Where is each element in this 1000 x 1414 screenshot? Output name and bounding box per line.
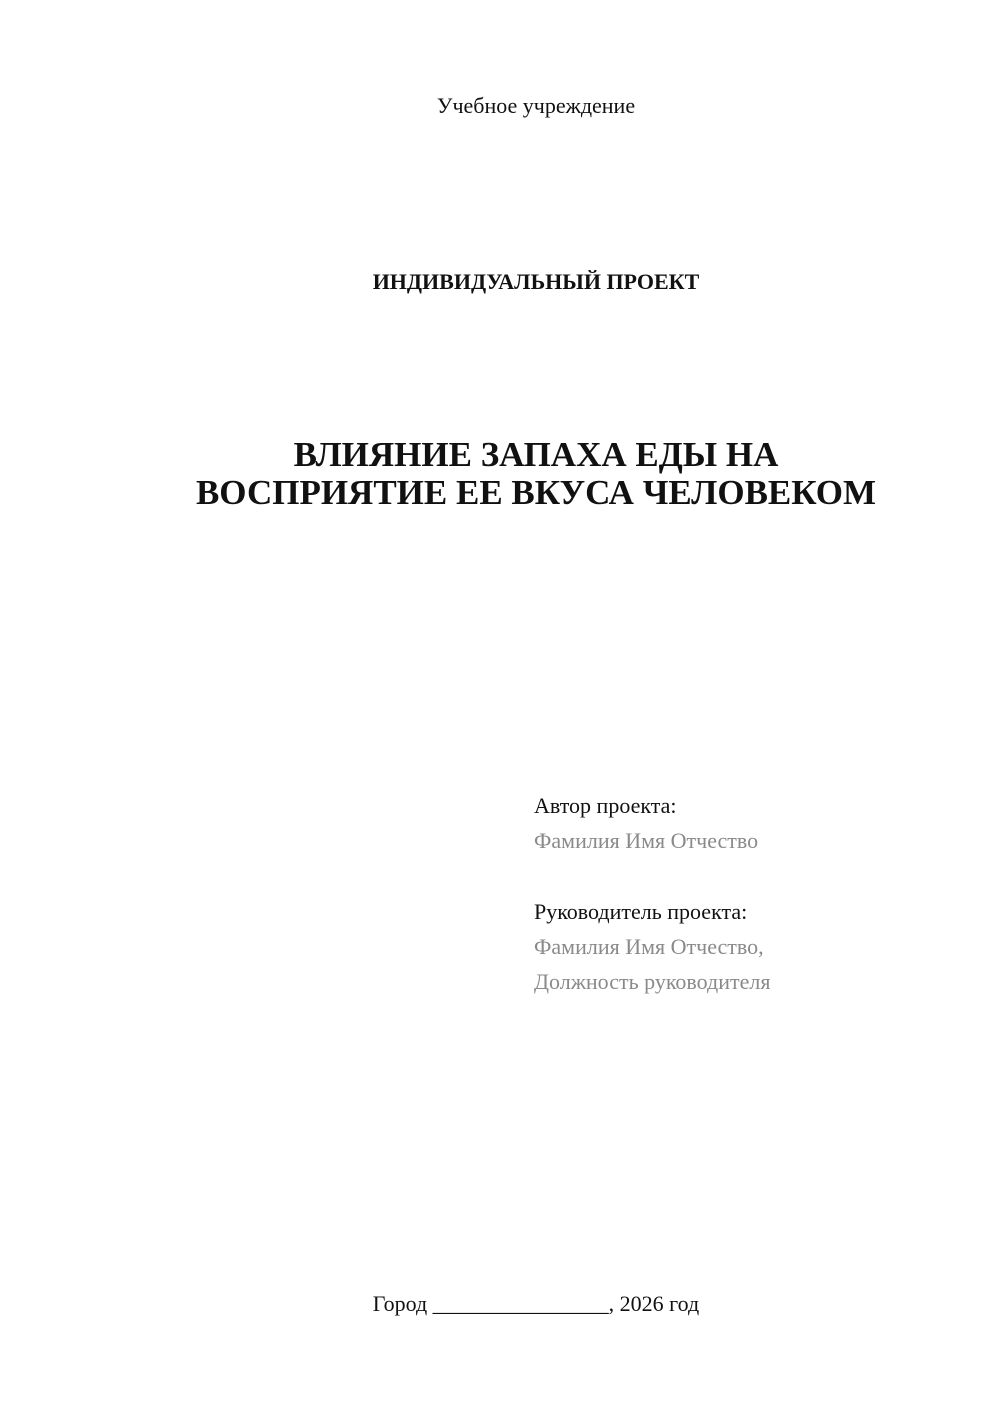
project-title bbox=[0, 436, 1000, 512]
author-name: Фамилия Имя Отчество bbox=[534, 828, 759, 853]
author-label: Автор проекта: bbox=[534, 793, 677, 818]
project-title-line-1: ВЛИЯНИЕ ЗАПАХА ЕДЫ НА bbox=[293, 435, 779, 474]
institution-name: Учебное учреждение bbox=[436, 93, 636, 118]
city-year-line: Город ________________, 2026 год bbox=[372, 1291, 700, 1316]
supervisor-name: Фамилия Имя Отчество, bbox=[534, 934, 764, 959]
supervisor-label: Руководитель проекта: bbox=[534, 899, 748, 924]
supervisor-position: Должность руководителя bbox=[534, 969, 771, 994]
project-title-line-2: ВОСПРИЯТИЕ ЕЕ ВКУСА ЧЕЛОВЕКОМ bbox=[195, 473, 877, 512]
spacer bbox=[534, 858, 974, 894]
people-block bbox=[534, 788, 974, 999]
project-type-heading: ИНДИВИДУАЛЬНЫЙ ПРОЕКТ bbox=[372, 269, 700, 294]
